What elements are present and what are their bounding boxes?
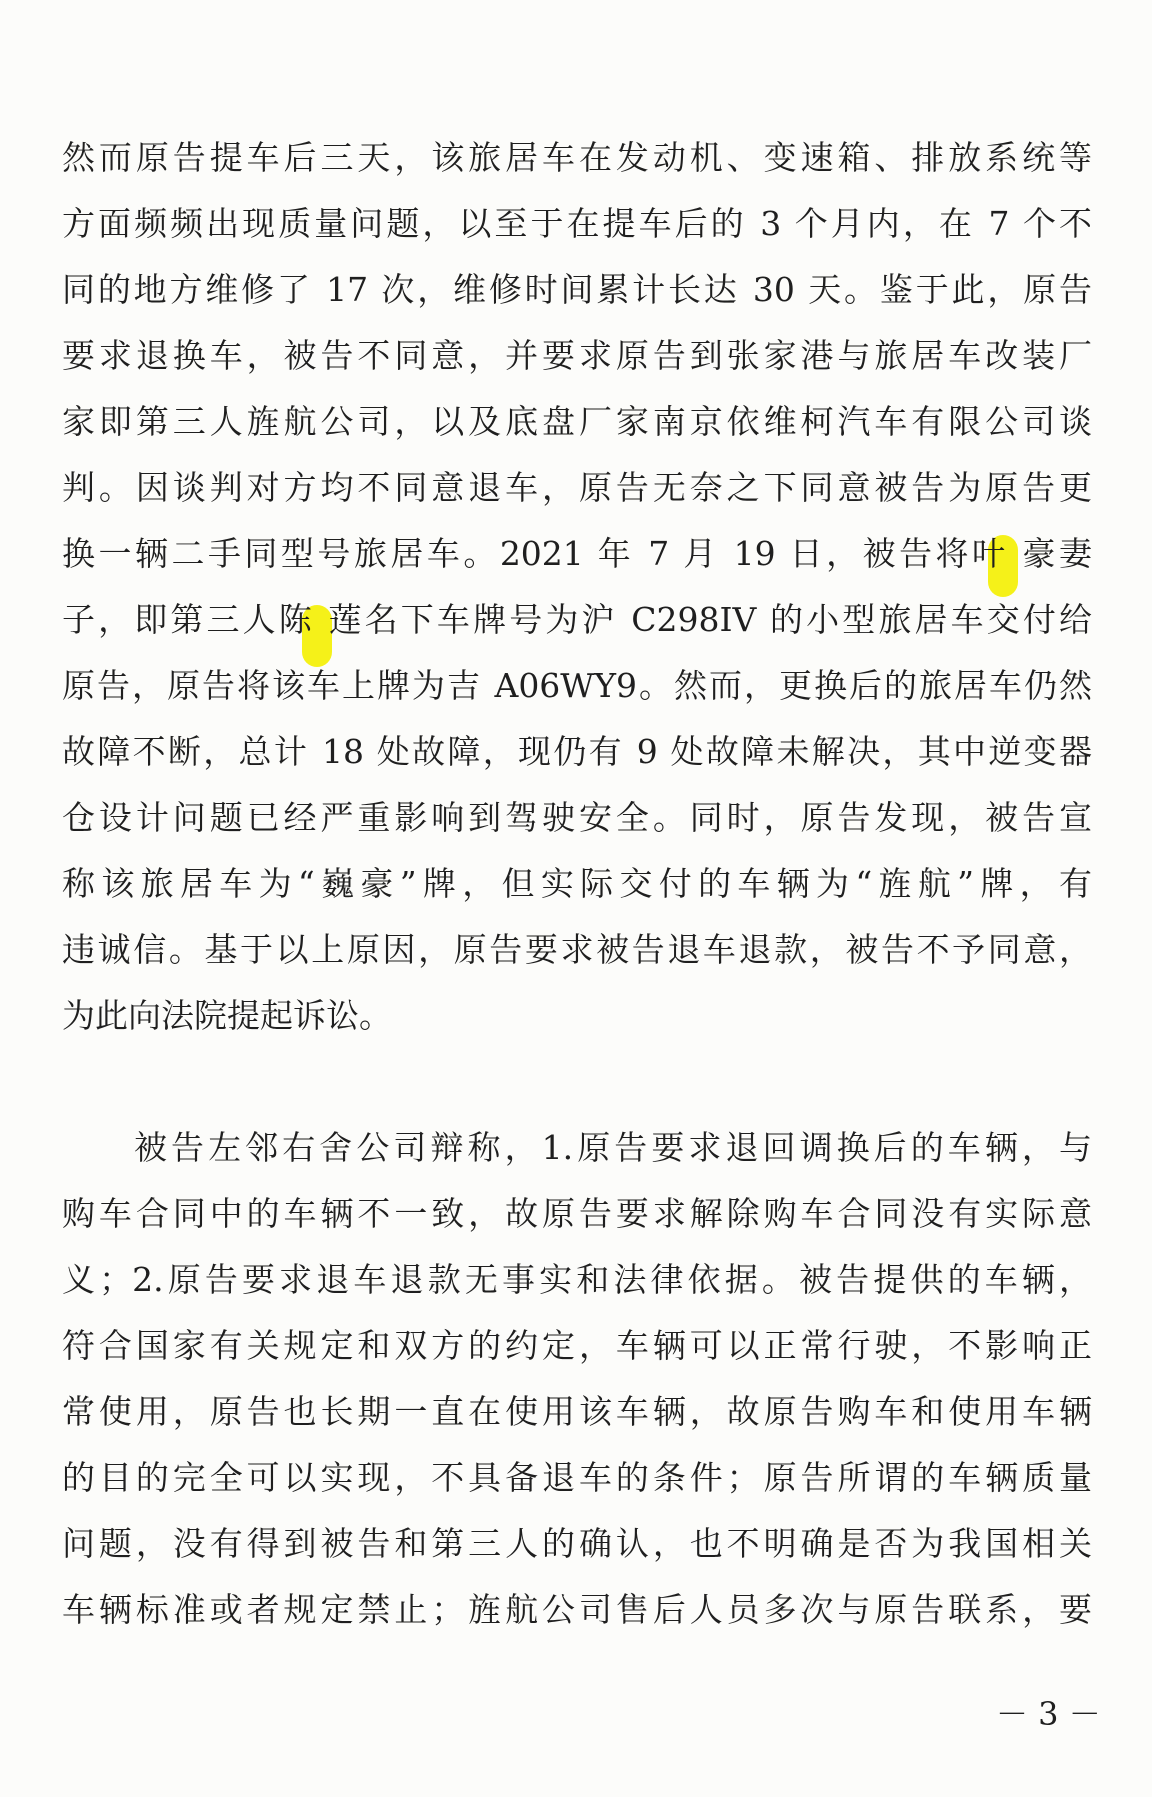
text-line: 违诚信。基于以上原因，原告要求被告退车退款，被告不予同意， xyxy=(62,930,1092,969)
text-line: 要求退换车，被告不同意，并要求原告到张家港与旅居车改装厂 xyxy=(62,336,1092,375)
text-line: 然而原告提车后三天，该旅居车在发动机、变速箱、排放系统等 xyxy=(62,138,1092,177)
text-line: 方面频频出现质量问题，以至于在提车后的 3 个月内，在 7 个不 xyxy=(62,204,1092,243)
text-line: 被告左邻右舍公司辩称，1.原告要求退回调换后的车辆，与 xyxy=(134,1128,1092,1167)
text-line: 问题，没有得到被告和第三人的确认，也不明确是否为我国相关 xyxy=(62,1524,1092,1563)
text-line: 为此向法院提起诉讼。 xyxy=(62,996,392,1035)
text-line: 的目的完全可以实现，不具备退车的条件；原告所谓的车辆质量 xyxy=(62,1458,1092,1497)
text-line: 常使用，原告也长期一直在使用该车辆，故原告购车和使用车辆 xyxy=(62,1392,1092,1431)
text-line: 故障不断，总计 18 处故障，现仍有 9 处故障未解决，其中逆变器 xyxy=(62,732,1092,771)
text-line: 同的地方维修了 17 次，维修时间累计长达 30 天。鉴于此，原告 xyxy=(62,270,1092,309)
text-line: 子，即第三人陈 莲名下车牌号为沪 C298IV 的小型旅居车交付给 xyxy=(62,600,1092,639)
text-line: 原告，原告将该车上牌为吉 A06WY9。然而，更换后的旅居车仍然 xyxy=(62,666,1092,705)
page-number: － 3 － xyxy=(996,1695,1101,1733)
text-line: 判。因谈判对方均不同意退车，原告无奈之下同意被告为原告更 xyxy=(62,468,1092,507)
text-line: 换一辆二手同型号旅居车。2021 年 7 月 19 日，被告将叶 豪妻 xyxy=(62,534,1092,573)
text-line: 车辆标准或者规定禁止；旌航公司售后人员多次与原告联系，要 xyxy=(62,1590,1092,1629)
text-line: 购车合同中的车辆不一致，故原告要求解除购车合同没有实际意 xyxy=(62,1194,1092,1233)
text-line: 符合国家有关规定和双方的约定，车辆可以正常行驶，不影响正 xyxy=(62,1326,1092,1365)
text-line: 仓设计问题已经严重影响到驾驶安全。同时，原告发现，被告宣 xyxy=(62,798,1092,837)
text-line: 义；2.原告要求退车退款无事实和法律依据。被告提供的车辆， xyxy=(62,1260,1092,1299)
text-line: 称该旅居车为“巍豪”牌，但实际交付的车辆为“旌航”牌，有 xyxy=(62,864,1092,903)
text-line: 家即第三人旌航公司，以及底盘厂家南京依维柯汽车有限公司谈 xyxy=(62,402,1092,441)
